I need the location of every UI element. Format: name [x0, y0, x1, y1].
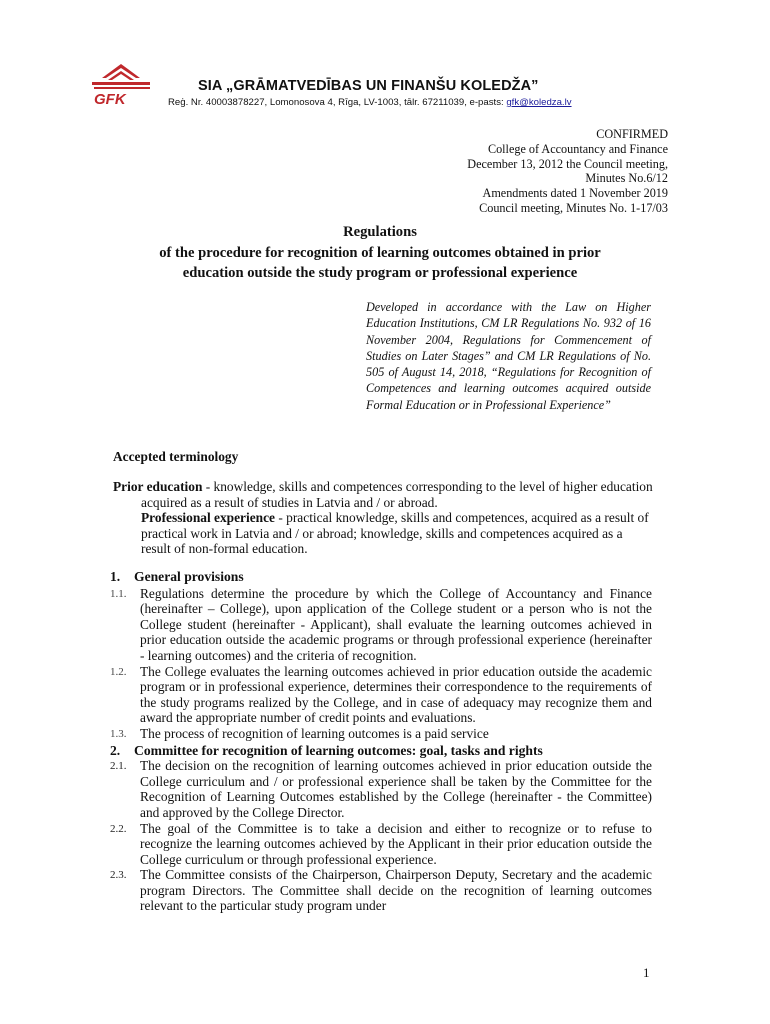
logo-text: GFK — [94, 91, 126, 108]
term-definition: - knowledge, skills and competences corresponding to the level of higher education acquired as a result of studies in Latvia and / or abroad. — [141, 479, 653, 510]
list-item — [110, 867, 652, 914]
list-item — [110, 821, 652, 868]
item-text: The Committee consists of the Chairperson, Chairperson Deputy, Secretary and the academic program Directors. The Committee shall decide on the recognition of learning outcomes relevant to the particular study program under — [140, 867, 652, 914]
term-name: Prior education — [113, 479, 203, 494]
item-text: The process of recognition of learning outcomes is a paid service — [140, 725, 489, 741]
terminology-list — [113, 479, 653, 557]
term-entry — [113, 510, 653, 557]
section-number: 1. — [110, 569, 121, 584]
section-heading — [110, 743, 652, 759]
term-definition: - practical knowledge, skills and competences, acquired as a result of practical work in Latvia and / or abroad; knowledge, skills and competences acquired as a result of non-formal education. — [141, 510, 649, 557]
list-item — [110, 586, 652, 664]
item-number: 1.3. — [110, 727, 127, 740]
org-details-text: Reģ. Nr. 40003878227, Lomonosova 4, Rīga, LV-1003, tālr. 67211039, e-pasts: — [168, 97, 507, 108]
item-number: 2.2. — [110, 822, 127, 835]
email-link[interactable]: gfk@koledza.lv — [506, 97, 572, 108]
title-line: of the procedure for recognition of learning outcomes obtained in prior — [159, 244, 601, 261]
item-number: 2.1. — [110, 760, 127, 773]
section-heading — [110, 569, 652, 585]
org-name: SIA „GRĀMATVEDĪBAS UN FINANŠU KOLEDŽA” — [198, 78, 539, 94]
letterhead — [88, 62, 688, 112]
item-text: The goal of the Committee is to take a decision and either to recognize or to refuse to recognize the learning outcomes achieved by the Applicant in their prior education outside the College curriculum or through professional experience. — [140, 820, 652, 867]
item-text: The College evaluates the learning outcomes achieved in prior education outside the academic program or in professional experience, determines their correspondence to the requirements of the study programs realized by the College, and in case of adequacy may recognize them and award the appropriate number of credit points and evaluations. — [140, 663, 652, 726]
document-title — [100, 222, 660, 284]
confirmation-line: Council meeting, Minutes No. 1-17/03 — [479, 200, 668, 215]
confirmation-block — [467, 127, 668, 216]
confirmation-line: December 13, 2012 the Council meeting, — [467, 156, 668, 171]
confirmation-line: Amendments dated 1 November 2019 — [482, 186, 668, 201]
list-item — [110, 726, 652, 743]
item-number: 2.3. — [110, 869, 127, 882]
title-line: education outside the study program or professional experience — [182, 265, 578, 281]
section-title: Committee for recognition of learning outcomes: goal, tasks and rights — [134, 742, 543, 758]
confirmation-line: CONFIRMED — [596, 127, 668, 141]
list-item — [110, 664, 652, 726]
item-number: 1.2. — [110, 665, 127, 678]
title-line: Regulations — [343, 224, 417, 240]
item-text: Regulations determine the procedure by which the College of Accountancy and Finance (hereinafter – College), upon application of the College student or a person who is not the College student (hereinafter - Applicant), shall evaluate the learning outcomes achieved in prior education outside the academic programs or through professional experience (hereinafter - learning outcomes) and the criteria of recognition. — [140, 585, 652, 663]
org-details — [168, 97, 572, 108]
item-number: 1.1. — [110, 587, 127, 600]
page-number: 1 — [643, 965, 650, 980]
list-item — [110, 758, 652, 820]
confirmation-line: College of Accountancy and Finance — [487, 141, 668, 156]
college-logo-icon — [88, 62, 154, 108]
term-entry — [113, 479, 653, 510]
confirmation-line: Minutes No.6/12 — [585, 171, 668, 186]
legal-basis-note: Developed in accordance with the Law on Higher Education Institutions, CM LR Regulations No. 932 of 16 November 2004, Regulations for Commencement of Studies on Later Stages” and CM LR Regulations of No. 505 of August 14, 2018, “Regulations for Recognition of Competences and learning outcomes acquired outside Formal Education or in Professional Experience” — [366, 300, 651, 412]
item-text: The decision on the recognition of learning outcomes achieved in prior education outside the College curriculum and / or professional experience shall be taken by the Committee for the Recognition of Learning Outcomes established by the College (hereinafter - the Committee) and approved by the College Director. — [140, 758, 652, 820]
regulation-sections — [110, 569, 652, 914]
terminology-heading: Accepted terminology — [113, 449, 239, 464]
term-name: Professional experience — [141, 510, 275, 526]
section-number: 2. — [110, 742, 121, 758]
section-title: General provisions — [134, 569, 244, 584]
